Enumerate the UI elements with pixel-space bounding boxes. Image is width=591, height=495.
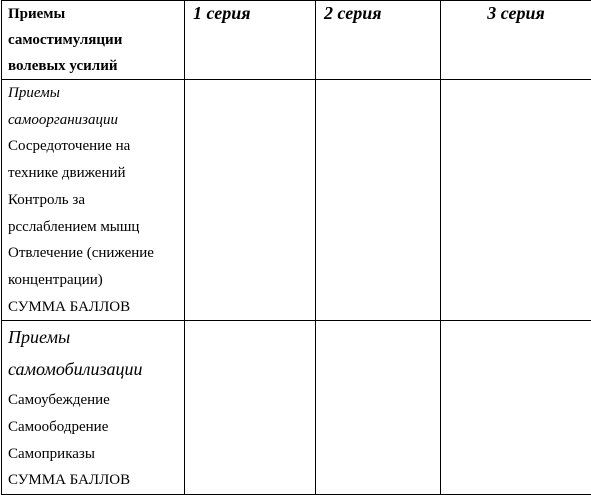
technique-line: технике движений: [8, 160, 184, 187]
series-3-cell: [441, 80, 591, 321]
technique-line: Самоприказы: [8, 441, 184, 468]
section-title-line: самомобилизации: [8, 353, 184, 385]
self-organization-cell: [2, 80, 185, 321]
sum-score-label: СУММА БАЛЛОВ: [8, 467, 184, 494]
series-3-header: 3 серия: [441, 1, 591, 80]
technique-line: Самоубеждение: [8, 387, 184, 414]
series-3-cell: [441, 321, 591, 495]
technique-line: Контроль за: [8, 187, 184, 214]
section-title-line: Приемы: [8, 321, 184, 353]
header-line: Приемы: [8, 1, 184, 27]
series-2-cell: [316, 321, 441, 495]
technique-line: Отвлечение (снижение: [8, 240, 184, 267]
section-title-line: самоорганизации: [8, 107, 184, 134]
series-1-cell: [185, 80, 316, 321]
series-2-header: 2 серия: [316, 1, 441, 80]
self-organization-row: [2, 80, 591, 321]
techniques-header-cell: [2, 1, 185, 80]
technique-line: Самоободрение: [8, 414, 184, 441]
self-mobilization-cell: [2, 321, 185, 495]
technique-line: рсслаблением мышц: [8, 214, 184, 241]
series-1-header: 1 серия: [185, 1, 316, 80]
header-line: волевых усилий: [8, 53, 184, 79]
table-header-row: [2, 1, 591, 80]
series-2-cell: [316, 80, 441, 321]
techniques-table: [1, 0, 591, 495]
technique-line: концентрации): [8, 267, 184, 294]
header-line: самостимуляции: [8, 27, 184, 53]
series-1-cell: [185, 321, 316, 495]
section-title-line: Приемы: [8, 80, 184, 107]
technique-line: Сосредоточение на: [8, 133, 184, 160]
self-mobilization-row: [2, 321, 591, 495]
sum-score-label: СУММА БАЛЛОВ: [8, 294, 184, 321]
